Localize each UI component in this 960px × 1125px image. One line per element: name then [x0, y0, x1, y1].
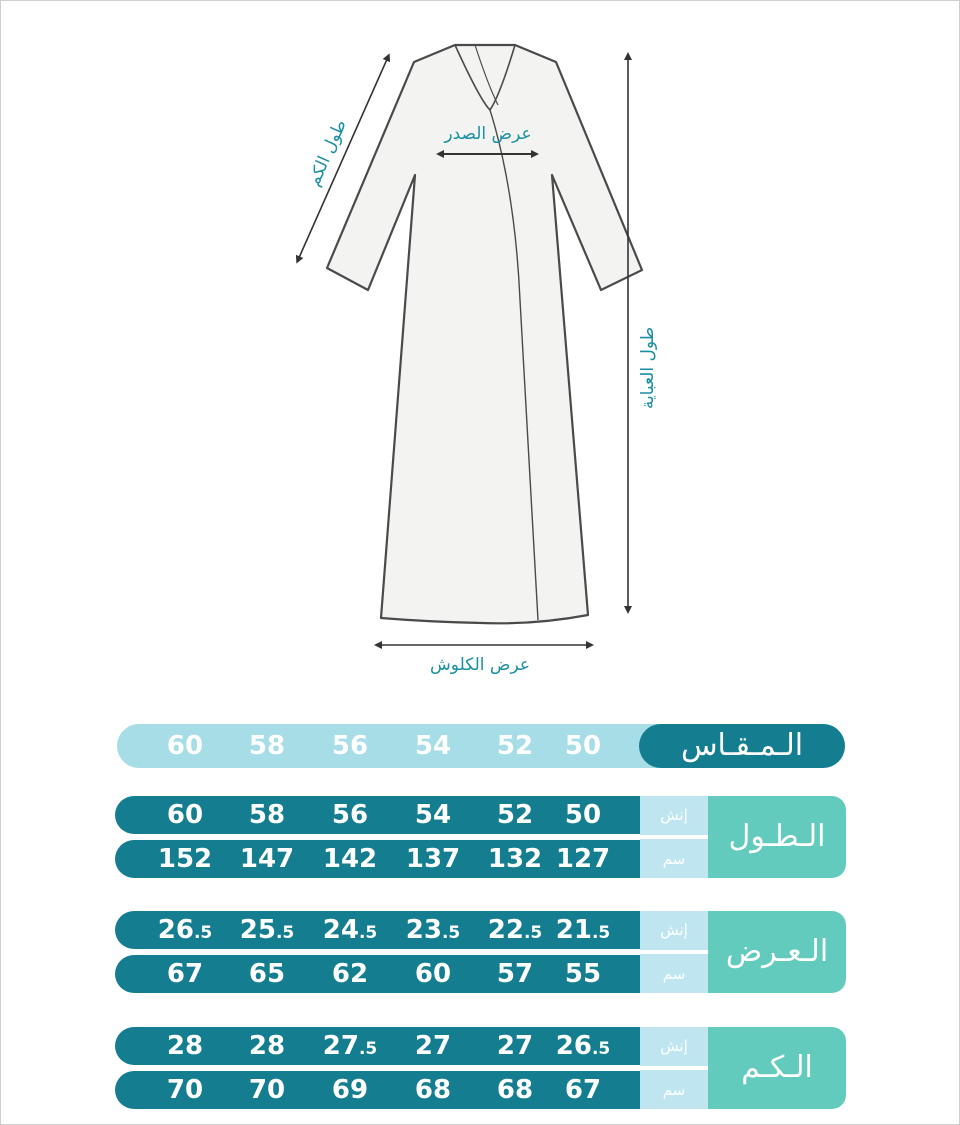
- measurement-value: [475, 911, 555, 952]
- value-integer: 58: [248, 800, 286, 830]
- value-integer: 26: [157, 915, 194, 945]
- value-integer: 68: [496, 1075, 534, 1105]
- measurement-value: [475, 796, 555, 834]
- value-integer: 54: [414, 800, 452, 830]
- measurement-value: [227, 1071, 307, 1109]
- value-fraction: .5: [591, 923, 611, 943]
- measurement-value: [543, 955, 623, 993]
- measurement-value: [393, 840, 473, 878]
- value-integer: 25: [239, 915, 276, 945]
- value-integer: 24: [322, 915, 359, 945]
- value-integer: 27: [496, 1031, 534, 1061]
- chest-width-label: عرض الصدر: [444, 124, 532, 144]
- measurement-value: [543, 1027, 623, 1068]
- measurement-value: [227, 955, 307, 993]
- value-integer: 27: [322, 1031, 359, 1061]
- measurement-value: [145, 955, 225, 993]
- value-fraction: .5: [358, 1039, 378, 1059]
- value-integer: 50: [564, 800, 602, 830]
- value-integer: 127: [555, 844, 611, 874]
- value-integer: 57: [496, 959, 534, 989]
- measurement-value: [393, 911, 473, 952]
- measurement-value: [393, 955, 473, 993]
- size-value: 58: [248, 731, 286, 761]
- value-integer: 152: [157, 844, 213, 874]
- group-title: الـعـرض: [725, 934, 829, 969]
- measurement-value: [543, 840, 623, 878]
- size-row-title: الـمـقـاس: [639, 724, 845, 768]
- value-integer: 70: [248, 1075, 286, 1105]
- value-integer: 142: [322, 844, 378, 874]
- unit-label: إنش: [660, 1037, 688, 1055]
- measurement-value: [145, 1027, 225, 1065]
- measurement-value: [543, 1071, 623, 1109]
- unit-label: سم: [662, 965, 686, 983]
- value-integer: 67: [564, 1075, 602, 1105]
- unit-divider: [640, 835, 708, 839]
- measurement-value: [310, 840, 390, 878]
- measurement-value: [227, 911, 307, 952]
- measurement-value: [145, 840, 225, 878]
- value-fraction: .5: [591, 1039, 611, 1059]
- unit-label: سم: [662, 850, 686, 868]
- value-fraction: .5: [441, 923, 461, 943]
- group-title: الـكـم: [741, 1050, 813, 1085]
- value-integer: 62: [331, 959, 369, 989]
- value-integer: 26: [555, 1031, 592, 1061]
- measurement-value: [475, 840, 555, 878]
- value-integer: 60: [166, 800, 204, 830]
- value-integer: 28: [166, 1031, 204, 1061]
- abaya-length-label: طول العباية: [638, 326, 658, 410]
- group-title: الـطـول: [728, 819, 826, 854]
- measurement-row: [0, 911, 960, 949]
- value-fraction: .5: [193, 923, 213, 943]
- value-integer: 21: [555, 915, 592, 945]
- measurement-row: [0, 840, 960, 878]
- size-value: 50: [564, 731, 602, 761]
- measurement-value: [145, 796, 225, 834]
- size-value: 56: [331, 731, 369, 761]
- value-integer: 69: [331, 1075, 369, 1105]
- value-integer: 28: [248, 1031, 286, 1061]
- measurement-value: [310, 796, 390, 834]
- value-integer: 70: [166, 1075, 204, 1105]
- value-integer: 23: [405, 915, 442, 945]
- measurement-value: [227, 840, 307, 878]
- measurement-value: [393, 1071, 473, 1109]
- unit-label: إنش: [660, 921, 688, 939]
- measurement-value: [145, 911, 225, 952]
- measurement-value: [227, 796, 307, 834]
- size-value: 52: [496, 731, 534, 761]
- measurement-value: [310, 1071, 390, 1109]
- value-integer: 132: [487, 844, 543, 874]
- unit-divider: [640, 1066, 708, 1070]
- sleeve-length-label: طول الكم: [303, 116, 351, 190]
- measurement-row: [0, 1027, 960, 1065]
- size-value: 60: [166, 731, 204, 761]
- size-value: 54: [414, 731, 452, 761]
- value-integer: 67: [166, 959, 204, 989]
- unit-divider: [640, 950, 708, 954]
- value-integer: 27: [414, 1031, 452, 1061]
- value-integer: 56: [331, 800, 369, 830]
- measurement-row: [0, 796, 960, 834]
- measurement-value: [475, 1071, 555, 1109]
- measurement-value: [310, 955, 390, 993]
- measurement-value: [227, 1027, 307, 1065]
- value-integer: 137: [405, 844, 461, 874]
- value-integer: 68: [414, 1075, 452, 1105]
- measurement-value: [543, 796, 623, 834]
- value-fraction: .5: [358, 923, 378, 943]
- measurement-value: [393, 1027, 473, 1065]
- value-fraction: .5: [275, 923, 295, 943]
- value-integer: 65: [248, 959, 286, 989]
- unit-label: سم: [662, 1081, 686, 1099]
- value-fraction: .5: [523, 923, 543, 943]
- measurement-value: [393, 796, 473, 834]
- measurement-value: [543, 911, 623, 952]
- value-integer: 60: [414, 959, 452, 989]
- value-integer: 52: [496, 800, 534, 830]
- measurement-value: [310, 1027, 390, 1068]
- hem-width-label: عرض الكلوش: [430, 655, 530, 675]
- measurement-row: [0, 955, 960, 993]
- measurement-row: [0, 1071, 960, 1109]
- value-integer: 22: [487, 915, 524, 945]
- measurement-value: [145, 1071, 225, 1109]
- value-integer: 55: [564, 959, 602, 989]
- measurement-value: [475, 955, 555, 993]
- unit-label: إنش: [660, 806, 688, 824]
- value-integer: 147: [239, 844, 295, 874]
- measurement-value: [310, 911, 390, 952]
- measurement-value: [475, 1027, 555, 1065]
